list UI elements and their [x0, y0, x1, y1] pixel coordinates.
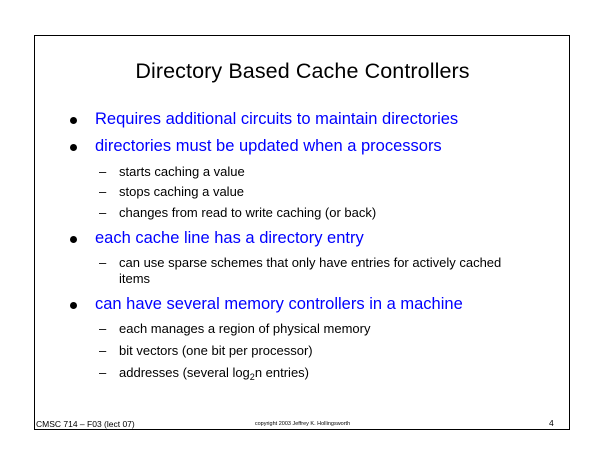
- footer-course: CMSC 714 – F03 (lect 07): [36, 419, 135, 429]
- sub-bullet-text: can use sparse schemes that only have entries for actively cached items: [119, 255, 502, 286]
- bullet-dot-icon: [70, 144, 77, 151]
- bullet-dot-icon: [70, 236, 77, 243]
- bullet-dot-icon: [70, 302, 77, 309]
- dash-icon: –: [99, 343, 107, 358]
- bullet-text: can have several memory controllers in a machine: [95, 295, 463, 313]
- page-number: 4: [549, 418, 554, 428]
- sub-bullet-text: stops caching a value: [119, 184, 245, 199]
- sub-bullet-text: bit vectors (one bit per processor): [119, 343, 313, 358]
- sub-bullet-text: each manages a region of physical memory: [119, 321, 371, 336]
- dash-icon: –: [99, 205, 107, 220]
- dash-icon: –: [99, 255, 107, 270]
- slide-title: Directory Based Cache Controllers: [135, 59, 470, 83]
- bullet-text: directories must be updated when a processors: [95, 137, 442, 155]
- subscript: 2: [249, 372, 255, 382]
- sub-bullet-text-prefix: addresses (several log: [119, 365, 250, 380]
- sub-bullet-text: [119, 365, 549, 385]
- dash-icon: –: [99, 164, 107, 179]
- sub-bullet-text-suffix: n entries): [254, 365, 310, 380]
- dash-icon: –: [99, 365, 107, 380]
- dash-icon: –: [99, 321, 107, 336]
- sub-bullet-text: changes from read to write caching (or back): [119, 205, 377, 220]
- dash-icon: –: [99, 184, 107, 199]
- footer-copyright: copyright 2003 Jeffrey K. Hollingsworth: [254, 421, 351, 427]
- bullet-text: Requires additional circuits to maintain directories: [95, 110, 459, 128]
- sub-bullet-text: starts caching a value: [119, 164, 245, 179]
- bullet-dot-icon: [70, 117, 77, 124]
- bullet-text: each cache line has a directory entry: [95, 229, 364, 247]
